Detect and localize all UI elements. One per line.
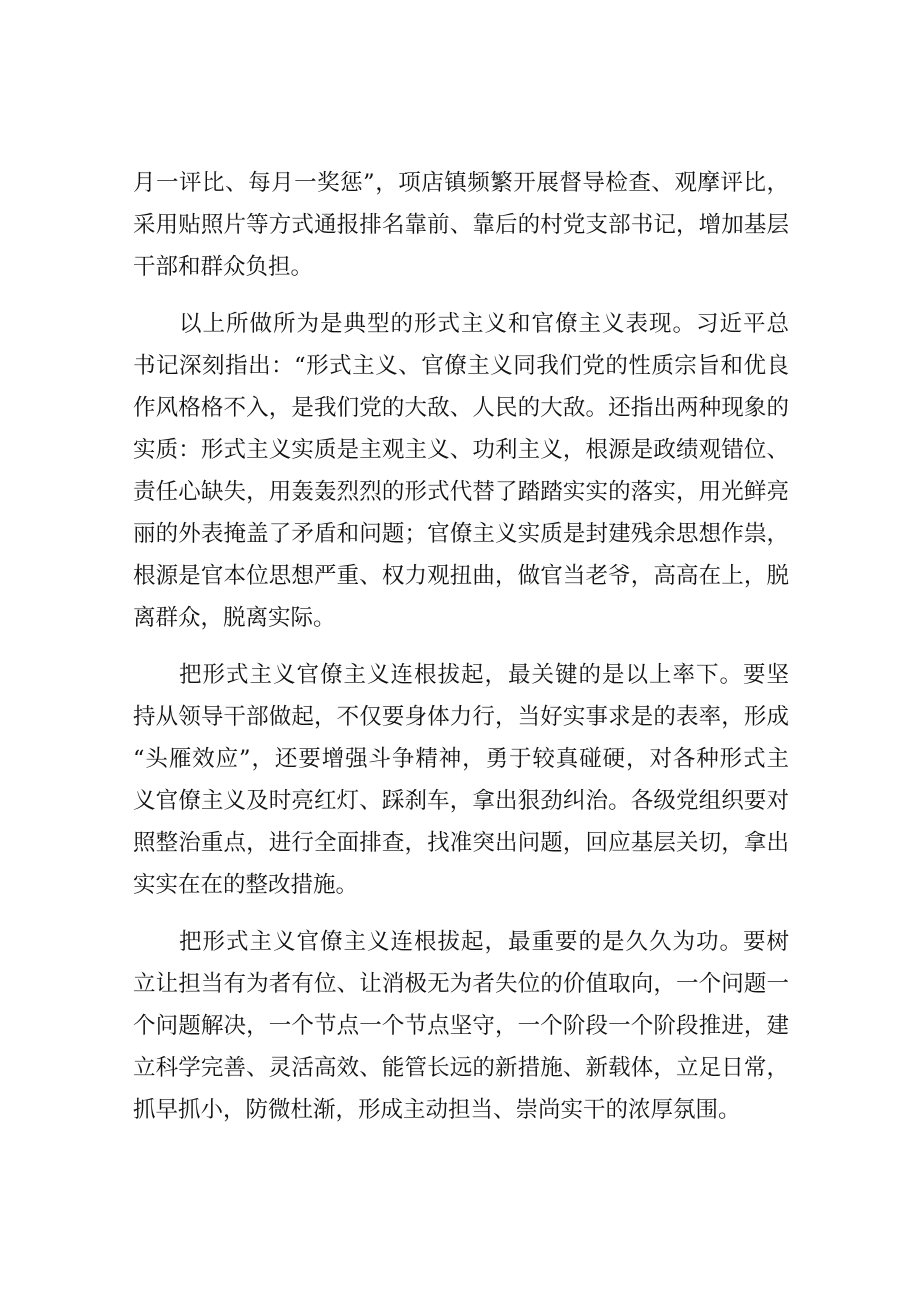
text-line: 实质：形式主义实质是主观主义、功利主义，根源是政绩观错位、 (133, 437, 789, 463)
text-line: 义官僚主义及时亮红灯、踩刹车，拿出狠劲纠治。各级党组织要对 (133, 788, 789, 814)
text-line: 持从领导干部做起，不仅要身体力行，当好实事求是的表率，形成 (133, 704, 789, 730)
text-line: “头雁效应”，还要增强斗争精神，勇于较真碰硬，对各种形式主 (133, 746, 789, 772)
text-line: 以上所做所为是典型的形式主义和官僚主义表现。习近平总 (179, 311, 789, 337)
text-line: 个问题解决，一个节点一个节点坚守，一个阶段一个阶段推进，建 (133, 1013, 789, 1039)
text-line: 根源是官本位思想严重、权力观扭曲，做官当老爷，高高在上，脱 (133, 563, 789, 589)
text-line: 立让担当有为者有位、让消极无为者失位的价值取向，一个问题一 (133, 971, 789, 997)
text-line: 作风格格不入，是我们党的大敌、人民的大敌。还指出两种现象的 (133, 395, 789, 421)
text-line: 立科学完善、灵活高效、能管长远的新措施、新载体，立足日常， (133, 1055, 789, 1081)
text-line: 月一评比、每月一奖惩”，项店镇频繁开展督导检查、观摩评比， (133, 170, 789, 196)
text-line: 把形式主义官僚主义连根拔起，最关键的是以上率下。要坚 (179, 662, 789, 688)
text-line: 离群众，脱离实际。 (133, 605, 336, 631)
text-line: 丽的外表掩盖了矛盾和问题；官僚主义实质是封建残余思想作祟， (133, 521, 789, 547)
text-line: 抓早抓小，防微杜渐，形成主动担当、崇尚实干的浓厚氛围。 (133, 1097, 741, 1123)
text-line: 书记深刻指出：“形式主义、官僚主义同我们党的性质宗旨和优良 (133, 353, 789, 379)
text-line: 干部和群众负担。 (133, 254, 314, 280)
text-line: 照整治重点，进行全面排查，找准突出问题，回应基层关切，拿出 (133, 830, 789, 856)
text-line: 责任心缺失，用轰轰烈烈的形式代替了踏踏实实的落实，用光鲜亮 (133, 479, 789, 505)
text-line: 实实在在的整改措施。 (133, 872, 359, 898)
text-line: 采用贴照片等方式通报排名靠前、靠后的村党支部书记，增加基层 (133, 212, 789, 238)
text-line: 把形式主义官僚主义连根拔起，最重要的是久久为功。要树 (179, 929, 789, 955)
